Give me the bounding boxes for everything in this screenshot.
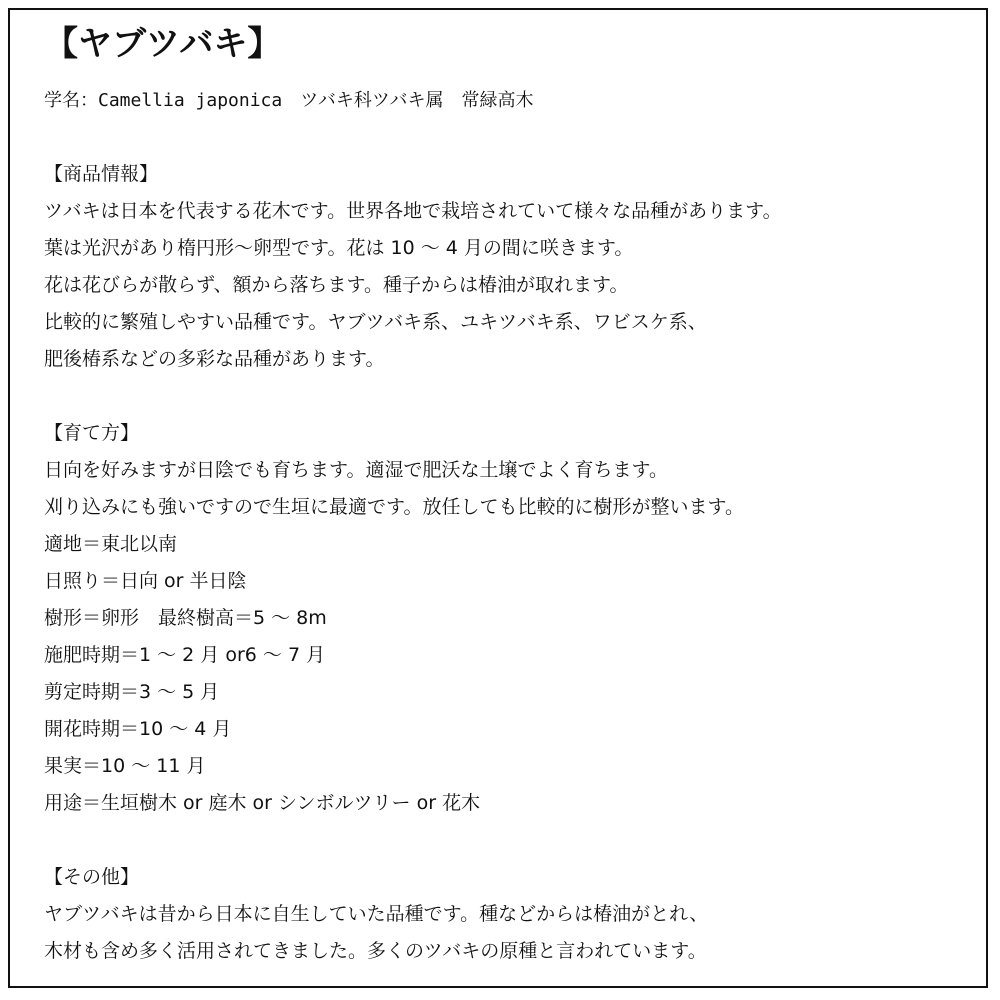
section-care bbox=[44, 415, 964, 822]
care-line-tree-shape: 樹形＝卵形 最終樹高＝5 ～ 8m bbox=[44, 607, 327, 629]
spacer bbox=[44, 378, 964, 415]
info-line: 花は花びらが散らず、額から落ちます。種子からは椿油が取れます。 bbox=[44, 274, 629, 296]
info-line: 肥後椿系などの多彩な品種があります。 bbox=[44, 348, 385, 370]
care-line-pruning: 剪定時期＝3 ～ 5 月 bbox=[44, 681, 220, 703]
scientific-name-line bbox=[44, 82, 964, 119]
care-line-suitable-region: 適地＝東北以南 bbox=[44, 533, 178, 555]
section-heading-other: 【その他】 bbox=[44, 866, 140, 888]
section-heading-care: 【育て方】 bbox=[44, 422, 140, 444]
info-line: 葉は光沢があり楕円形～卵型です。花は 10 ～ 4 月の間に咲きます。 bbox=[44, 237, 634, 259]
care-line-fruit: 果実＝10 ～ 11 月 bbox=[44, 755, 206, 777]
care-line: 日向を好みますが日陰でも育ちます。適湿で肥沃な土壌でよく育ちます。 bbox=[44, 459, 668, 481]
section-other bbox=[44, 859, 964, 970]
spacer bbox=[44, 119, 964, 156]
info-line: ツバキは日本を代表する花木です。世界各地で栽培されていて様々な品種があります。 bbox=[44, 200, 782, 222]
care-line-fertilizing: 施肥時期＝1 ～ 2 月 or6 ～ 7 月 bbox=[44, 644, 326, 666]
product-description bbox=[44, 20, 964, 970]
scientific-family: ツバキ科ツバキ属 常緑高木 bbox=[282, 90, 534, 111]
other-line: 木材も含め多く活用されてきました。多くのツバキの原種と言われています。 bbox=[44, 940, 707, 962]
scientific-name-label: 学名： bbox=[44, 90, 98, 111]
care-line: 刈り込みにも強いですので生垣に最適です。放任しても比較的に樹形が整います。 bbox=[44, 496, 744, 518]
care-line-flowering: 開花時期＝10 ～ 4 月 bbox=[44, 718, 232, 740]
other-line: ヤブツバキは昔から日本に自生していた品種です。種などからは椿油がとれ、 bbox=[44, 903, 709, 925]
section-heading-info: 【商品情報】 bbox=[44, 163, 159, 185]
care-line-uses: 用途＝生垣樹木 or 庭木 or シンボルツリー or 花木 bbox=[44, 792, 481, 814]
spacer bbox=[44, 822, 964, 859]
info-line: 比較的に繁殖しやすい品種です。ヤブツバキ系、ユキツバキ系、ワビスケ系、 bbox=[44, 311, 707, 333]
scientific-name: Camellia japonica bbox=[98, 90, 283, 111]
page-title: 【ヤブツバキ】 bbox=[44, 24, 282, 64]
care-line-sunlight: 日照り＝日向 or 半日陰 bbox=[44, 570, 247, 592]
section-info bbox=[44, 156, 964, 378]
